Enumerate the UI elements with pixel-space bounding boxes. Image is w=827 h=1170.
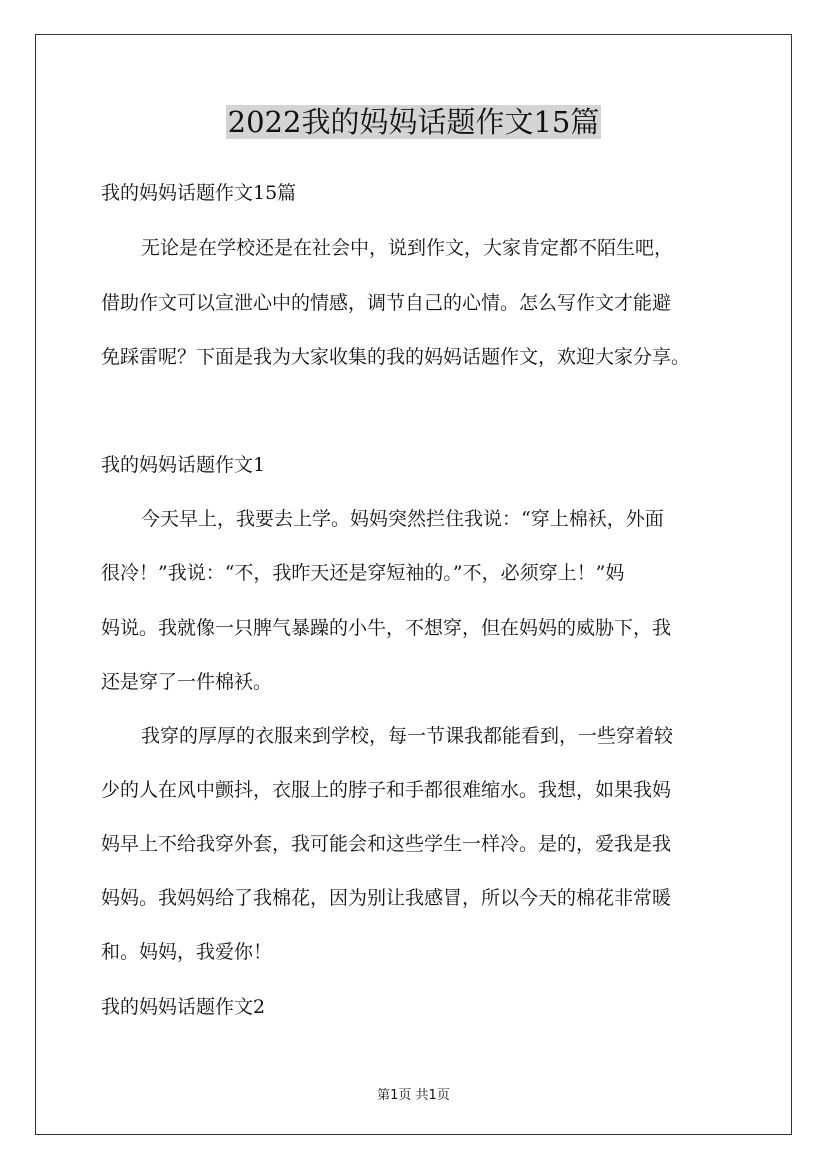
essay1-p2-line-3: 妈早上不给我穿外套，我可能会和这些学生一样冷。是的，爱我是我 <box>101 833 672 855</box>
intro-line-3: 免踩雷呢？下面是我为大家收集的我的妈妈话题作文，欢迎大家分享。 <box>101 346 691 368</box>
essay1-p2-line-4: 妈妈。我妈妈给了我棉花，因为别让我感冒，所以今天的棉花非常暖 <box>101 887 672 909</box>
intro-line-2: 借助作文可以宣泄心中的情感，调节自己的心情。怎么写作文才能避 <box>101 292 672 314</box>
essay1-p2-line-1: 我穿的厚厚的衣服来到学校，每一节课我都能看到，一些穿着较 <box>141 725 674 747</box>
essay1-p1-line-3: 妈说。我就像一只脾气暴躁的小牛，不想穿，但在妈妈的威胁下，我 <box>101 617 672 639</box>
document-title <box>0 102 827 142</box>
essay1-p1-line-1: 今天早上，我要去上学。妈妈突然拦住我说：“穿上棉袄，外面 <box>141 508 664 530</box>
subtitle: 我的妈妈话题作文15篇 <box>101 182 297 204</box>
essay1-p1-line-4: 还是穿了一件棉袄。 <box>101 671 273 693</box>
essay1-p2-line-2: 少的人在风中颤抖，衣服上的脖子和手都很难缩水。我想，如果我妈 <box>101 779 672 801</box>
intro-line-1: 无论是在学校还是在社会中，说到作文，大家肯定都不陌生吧， <box>141 237 674 259</box>
page-footer: 第1页 共1页 <box>377 1088 450 1103</box>
document-title-text: 2022我的妈妈话题作文15篇 <box>227 105 600 139</box>
essay1-p2-line-5: 和。妈妈，我爱你！ <box>101 941 273 963</box>
essay2-heading: 我的妈妈话题作文2 <box>101 996 266 1018</box>
essay1-heading: 我的妈妈话题作文1 <box>101 454 266 476</box>
essay1-p1-line-2: 很冷！”我说：“不，我昨天还是穿短袖的。”不，必须穿上！”妈 <box>101 562 625 584</box>
